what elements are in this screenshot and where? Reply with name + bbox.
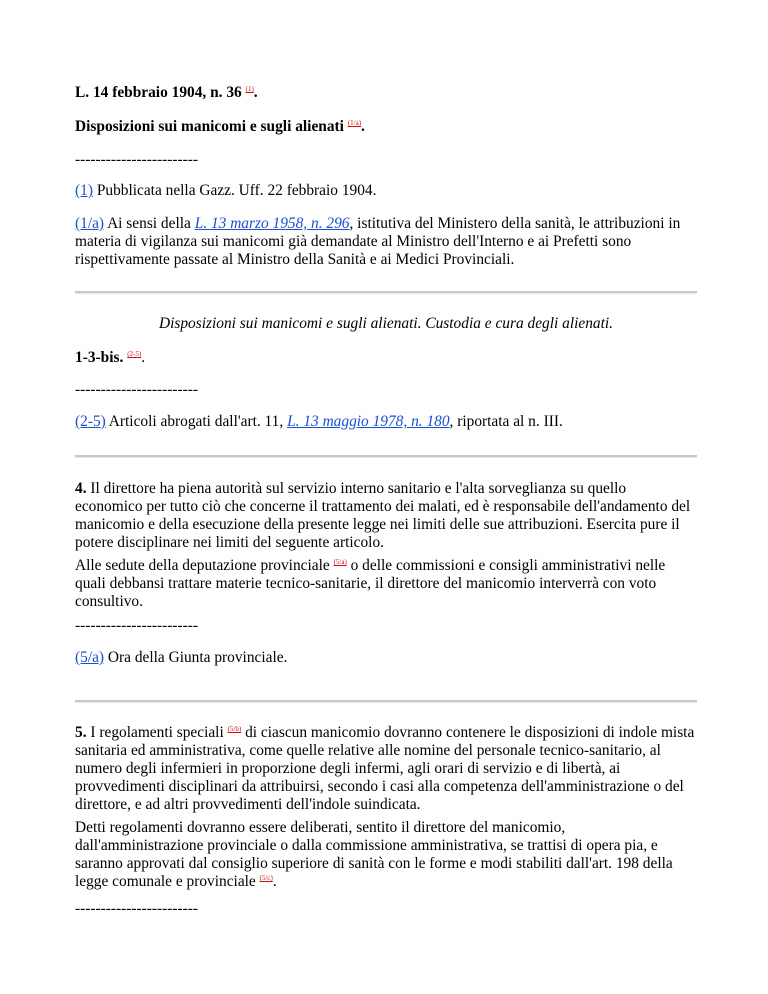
article-4-p2: Alle sedute della deputazione provinciale $^{(5/a)}$ o delle commissioni e consigli amministrativi nelle quali debbansi trattare materie tecnico-sanitarie, il direttore del manicomio interverrà con voto consultivo. [75, 557, 666, 610]
law-title: L. 14 febbraio 1904, n. 36 $^{(1)}$. [75, 84, 258, 101]
divider-3 [75, 700, 697, 703]
divider-1 [75, 291, 697, 294]
divider-2 [75, 455, 697, 458]
note-1a: (1/a) Ai sensi della L. 13 marzo 1958, n. 296, istitutiva del Ministero della sanità, le attribuzioni in materia di vigilanza sui manicomi già demandate al Ministro dell'Interno e ai Prefetti sono rispettivamente passate al Ministro della Sanità e ai Medici Provinciali. [75, 215, 681, 268]
law-link-1978[interactable]: L. 13 maggio 1978, n. 180 [287, 413, 450, 430]
footnote-ref-5c[interactable]: (5/c) [259, 873, 273, 882]
note-5a: (5/a) Ora della Giunta provinciale. [75, 649, 288, 666]
note-1-text: Pubblicata nella Gazz. Uff. 22 febbraio 1904. [96, 182, 377, 199]
note-1-label[interactable]: (1) [75, 182, 93, 199]
section-heading: Disposizioni sui manicomi e sugli alienati. Custodia e cura degli alienati. [158, 315, 613, 332]
note-2-5: (2-5) Articoli abrogati dall'art. 11, L. 13 maggio 1978, n. 180, riportata al n. III. [75, 413, 563, 430]
note-1 [75, 182, 697, 200]
note-2-5-label[interactable]: (2-5) [75, 413, 106, 430]
dash-separator-1: ------------------------ [75, 151, 199, 168]
note-5a-label[interactable]: (5/a) [75, 649, 105, 666]
footnote-ref-5b[interactable]: (5/b) [227, 724, 242, 733]
footnote-ref-1[interactable]: (1) [245, 84, 254, 93]
article-4-p1: 4. Il direttore ha piena autorità sul servizio interno sanitario e l'alta sorveglianza su quello economico per tutto ciò che concerne il trattamento dei malati, ed è responsabile dell'andamento del manicomio e della esecuzione della presente legge nei limiti delle sue attribuzioni. Esercita pure il potere disciplinare nei limiti del seguente articolo. [75, 480, 691, 551]
note-1a-label[interactable]: (1/a) [75, 215, 105, 232]
footnote-ref-1a[interactable]: (1/a) [347, 118, 362, 127]
article-5-p2: Detti regolamenti dovranno essere deliberati, sentito il direttore del manicomio, dall'amministrazione provinciale o dalla commissione amministrativa, se trattisi di opera pia, e saranno approvati dal consiglio superiore di sanità con le forme e modi stabiliti dall'art. 198 della legge comunale e provinciale $^{(5/c)}$. [75, 819, 673, 890]
dash-separator-4: ------------------------ [75, 900, 199, 917]
law-link-1958[interactable]: L. 13 marzo 1958, n. 296 [194, 215, 350, 232]
article-5-p1: 5. I regolamenti speciali $^{(5/b)}$ di ciascun manicomio dovranno contenere le disposizioni di indole mista sanitaria ed amministrativa, come quelle relative alle nomine del personale tecnico-sanitario, al numero degli infermieri in proporzione degli infermi, agli orari di servizio e di libertà, ai provvedimenti disciplinari da attribuirsi, secondo i casi alla competenza dell'amministrazione o del direttore, e ad altri provvedimenti dell'indole suindicata. [75, 724, 695, 813]
dash-separator-3: ------------------------ [75, 617, 199, 634]
footnote-ref-5a[interactable]: (5/a) [333, 557, 347, 566]
footnote-ref-2-5[interactable]: (2-5) [127, 349, 142, 358]
dash-separator-2: ------------------------ [75, 381, 199, 398]
law-subject: Disposizioni sui manicomi e sugli alienati $^{(1/a)}$. [75, 118, 365, 135]
article-1-3-bis: 1-3-bis. $^{(2-5)}$. [75, 349, 146, 366]
